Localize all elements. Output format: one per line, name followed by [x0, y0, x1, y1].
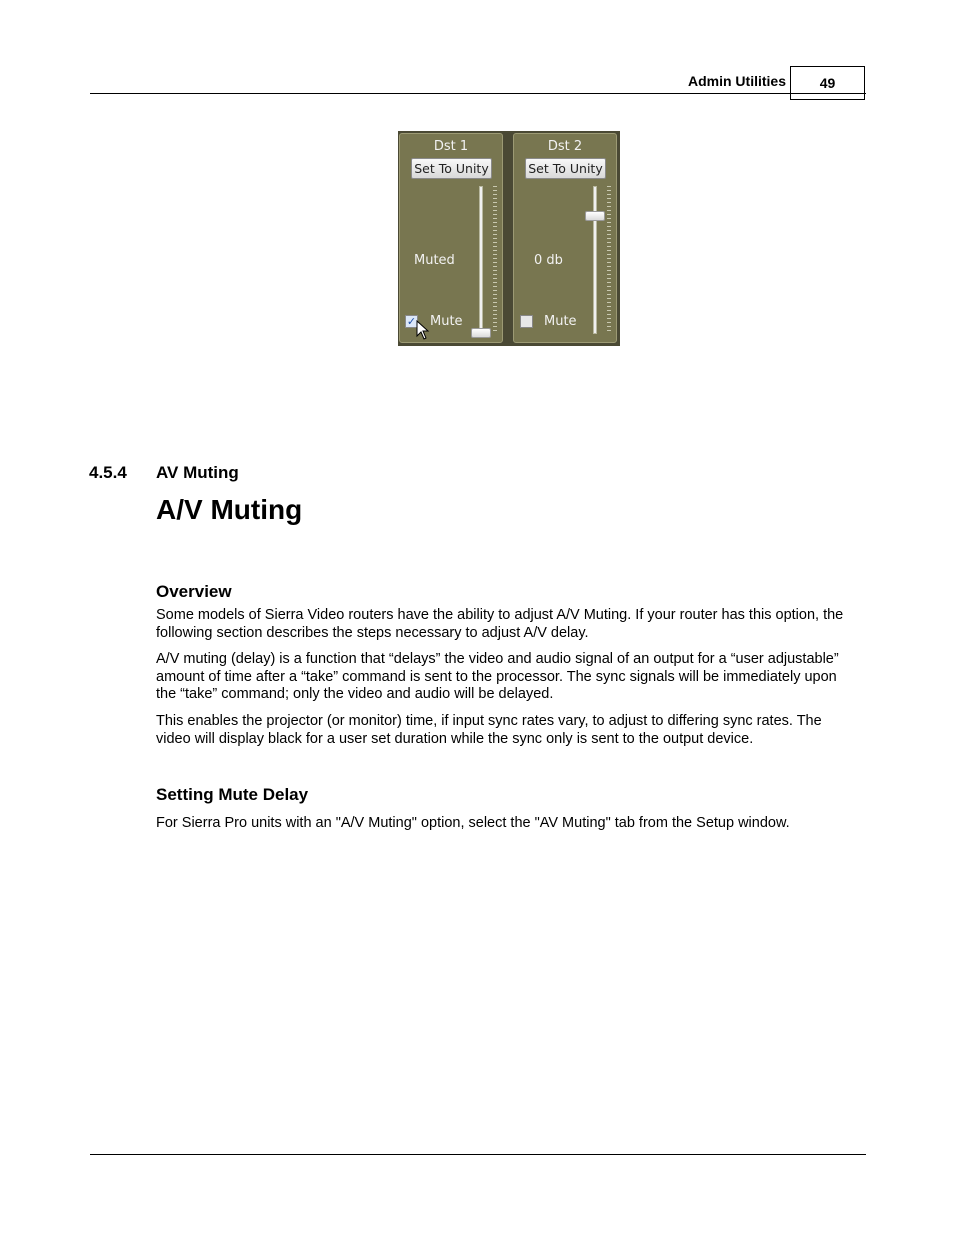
fader-tick	[607, 202, 611, 203]
fader-tick	[607, 310, 611, 311]
fader-tick	[493, 330, 497, 331]
checkmark-icon: ✓	[406, 315, 417, 328]
fader-tick	[493, 210, 497, 211]
fader-tick	[607, 290, 611, 291]
fader-track[interactable]	[593, 186, 597, 334]
fader-tick	[607, 186, 611, 187]
level-readout: 0 db	[534, 253, 563, 268]
fader-tick	[493, 298, 497, 299]
fader-tick	[493, 326, 497, 327]
fader-tick	[493, 246, 497, 247]
fader-tick	[493, 282, 497, 283]
section-number: 4.5.4	[89, 463, 127, 482]
footer-divider	[90, 1154, 866, 1155]
fader-thumb[interactable]	[585, 211, 605, 221]
mixer-screenshot	[398, 131, 620, 346]
fader-tick	[607, 190, 611, 191]
fader-tick	[607, 230, 611, 231]
fader-tick	[493, 238, 497, 239]
fader-tick	[607, 294, 611, 295]
fader-tick	[607, 194, 611, 195]
fader-tick	[607, 270, 611, 271]
fader-tick	[607, 242, 611, 243]
fader-tick	[607, 278, 611, 279]
fader-tick	[493, 258, 497, 259]
fader-tick	[607, 302, 611, 303]
set-to-unity-button[interactable]: Set To Unity	[411, 158, 492, 179]
mute-checkbox[interactable]	[520, 315, 533, 328]
section-name: AV Muting	[156, 463, 239, 482]
fader-tick	[607, 314, 611, 315]
fader-tick	[493, 226, 497, 227]
fader-tick	[493, 198, 497, 199]
fader-tick	[493, 290, 497, 291]
header-divider	[90, 93, 866, 94]
overview-paragraph-1: Some models of Sierra Video routers have the ability to adjust A/V Muting. If your router has this option, the following section describes the steps necessary to adjust A/V delay.	[156, 607, 844, 641]
fader-tick	[493, 310, 497, 311]
overview-heading: Overview	[156, 582, 232, 601]
fader-tick	[607, 298, 611, 299]
overview-paragraph-2: A/V muting (delay) is a function that “delays” the video and audio signal of an output for a “user adjustable” amount of time after a “take” command is sent to the processor. The sync signals will be immediately upon the “take” command; only the video and audio will be delayed.	[156, 651, 839, 702]
overview-paragraph-3: This enables the projector (or monitor) time, if input sync rates vary, to adjust to differing sync rates. The video will display black for a user set duration while the sync only is sent to the output device.	[156, 713, 822, 747]
fader-tick	[607, 286, 611, 287]
fader-tick	[607, 238, 611, 239]
fader-tick	[607, 198, 611, 199]
fader-thumb[interactable]	[471, 328, 491, 338]
fader-tick	[607, 318, 611, 319]
fader-tick	[607, 214, 611, 215]
fader-tick	[493, 194, 497, 195]
set-to-unity-button[interactable]: Set To Unity	[525, 158, 606, 179]
fader-ticks	[607, 186, 611, 334]
fader-tick	[493, 302, 497, 303]
fader-tick	[607, 222, 611, 223]
level-readout: Muted	[414, 253, 455, 268]
fader-tick	[607, 258, 611, 259]
fader-tick	[493, 222, 497, 223]
mute-label: Mute	[544, 314, 577, 329]
fader-tick	[607, 322, 611, 323]
fader-tick	[493, 294, 497, 295]
fader-tick	[493, 206, 497, 207]
fader-tick	[493, 278, 497, 279]
fader-tick	[607, 226, 611, 227]
fader-tick	[493, 318, 497, 319]
page-title: A/V Muting	[156, 494, 303, 525]
fader-tick	[607, 254, 611, 255]
fader-tick	[493, 242, 497, 243]
fader-tick	[493, 234, 497, 235]
fader-tick	[607, 326, 611, 327]
fader-tick	[493, 314, 497, 315]
fader-tick	[493, 274, 497, 275]
setting-mute-delay-heading: Setting Mute Delay	[156, 785, 309, 804]
fader-tick	[607, 250, 611, 251]
fader-tick	[493, 214, 497, 215]
setting-paragraph: For Sierra Pro units with an "A/V Muting" option, select the "AV Muting" tab from the Setup window.	[156, 815, 790, 831]
channel-dst-1	[399, 133, 503, 343]
fader-tick	[607, 234, 611, 235]
channel-title: Dst 1	[433, 139, 469, 154]
fader-tick	[493, 250, 497, 251]
fader-tick	[607, 282, 611, 283]
channel-title: Dst 2	[547, 139, 583, 154]
mute-label: Mute	[430, 314, 463, 329]
fader-tick	[607, 210, 611, 211]
fader-tick	[493, 262, 497, 263]
fader-tick	[493, 322, 497, 323]
fader-tick	[493, 218, 497, 219]
mouse-pointer-icon	[416, 320, 430, 340]
fader-tick	[607, 306, 611, 307]
page-number: 49	[790, 66, 865, 100]
fader-tick	[607, 266, 611, 267]
fader-track[interactable]	[479, 186, 483, 334]
fader-tick	[607, 246, 611, 247]
fader-tick	[493, 286, 497, 287]
fader-tick	[607, 274, 611, 275]
fader-tick	[493, 306, 497, 307]
fader-tick	[493, 190, 497, 191]
channel-dst-2	[513, 133, 617, 343]
fader-tick	[493, 266, 497, 267]
fader-tick	[493, 186, 497, 187]
fader-tick	[607, 218, 611, 219]
fader-ticks	[493, 186, 497, 334]
fader-tick	[493, 230, 497, 231]
fader-tick	[607, 262, 611, 263]
fader-tick	[493, 270, 497, 271]
header-section-title: Admin Utilities	[687, 73, 786, 89]
fader-tick	[493, 202, 497, 203]
fader-tick	[607, 206, 611, 207]
fader-tick	[493, 254, 497, 255]
fader-tick	[607, 330, 611, 331]
